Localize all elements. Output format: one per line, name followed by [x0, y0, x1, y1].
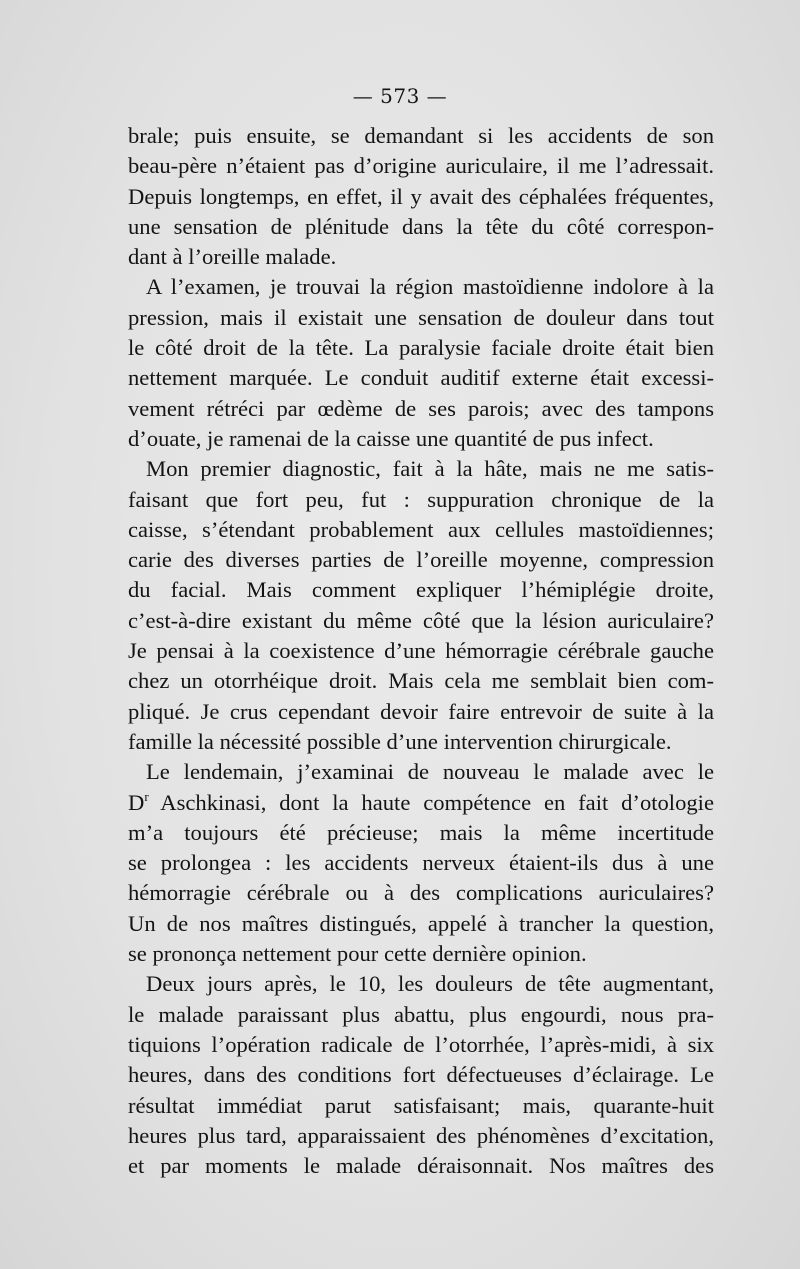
text-line: le malade paraissant plus abattu, plus engourdi, nous pra- [128, 1001, 714, 1027]
text-line: pliqué. Je crus cependant devoir faire entrevoir de suite à la [128, 698, 714, 724]
text-line: brale; puis ensuite, se demandant si les accidents de son [128, 123, 714, 148]
text-line: Je pensai à la coexistence d’une hémorragie cérébrale gauche [128, 638, 714, 664]
text-line: Mon premier diagnostic, fait à la hâte, mais ne me satis- [146, 456, 714, 482]
text-line: beau-père n’étaient pas d’origine auriculaire, il me l’adressait. [128, 153, 714, 179]
text-line-rest: Aschkinasi, dont la haute compétence en fait d’otologie [160, 789, 714, 815]
text-line: le côté droit de la tête. La paralysie faciale droite était bien [128, 335, 714, 361]
text-line: heures, dans des conditions fort défectueuses d’éclairage. Le [128, 1062, 714, 1088]
text-line: hémorragie cérébrale ou à des complications auriculaires? [128, 880, 714, 906]
text-line: Depuis longtemps, en effet, il y avait des céphalées fréquentes, [128, 183, 714, 209]
text-line: dant à l’oreille malade. [128, 244, 337, 270]
abbrev-base: D [128, 789, 145, 815]
text-line: famille la nécessité possible d’une intervention chirurgicale. [128, 728, 672, 754]
text-line: A l’examen, je trouvai la région mastoïdienne indolore à la [146, 274, 714, 300]
abbrev-doctor [128, 790, 149, 815]
text-line: Deux jours après, le 10, les douleurs de tête augmentant, [146, 971, 714, 997]
text-line: du facial. Mais comment expliquer l’hémiplégie droite, [128, 577, 714, 603]
text-line: se prononça nettement pour cette dernière opinion. [128, 941, 587, 967]
text-line: Un de nos maîtres distingués, appelé à trancher la question, [128, 910, 714, 936]
text-line: faisant que fort peu, fut : suppuration chronique de la [128, 486, 714, 512]
text-line: carie des diverses parties de l’oreille moyenne, compression [128, 547, 714, 573]
text-line: nettement marquée. Le conduit auditif externe était excessi- [128, 365, 714, 391]
text-line: caisse, s’étendant probablement aux cellules mastoïdiennes; [128, 516, 714, 542]
text-line: m’a toujours été précieuse; mais la même incertitude [128, 819, 714, 845]
text-line: tiquions l’opération radicale de l’otorrhée, l’après-midi, à six [128, 1031, 714, 1057]
text-line: une sensation de plénitude dans la tête du côté correspon- [128, 213, 714, 239]
text-line: et par moments le malade déraisonnait. Nos maîtres des [128, 1153, 714, 1179]
body-text [128, 121, 714, 1181]
page-number: — 573 — [352, 84, 448, 108]
text-line: Le lendemain, j’examinai de nouveau le malade avec le [146, 759, 714, 785]
text-line: c’est-à-dire existant du même côté que la lésion auriculaire? [128, 607, 714, 633]
text-line: chez un otorrhéique droit. Mais cela me semblait bien com- [128, 668, 714, 694]
text-line: se prolongea : les accidents nerveux étaient-ils dus à une [128, 850, 714, 876]
text-line: pression, mais il existait une sensation de douleur dans tout [128, 304, 714, 330]
text-line: résultat immédiat parut satisfaisant; mais, quarante-huit [128, 1092, 714, 1118]
text-line: heures plus tard, apparaissaient des phénomènes d’excitation, [128, 1122, 714, 1148]
text-line-with-abbrev [128, 788, 714, 818]
text-line: vement rétréci par œdème de ses parois; avec des tampons [128, 395, 714, 421]
abbrev-superscript: r [144, 788, 149, 804]
text-line: d’ouate, je ramenai de la caisse une quantité de pus infect. [128, 425, 654, 451]
